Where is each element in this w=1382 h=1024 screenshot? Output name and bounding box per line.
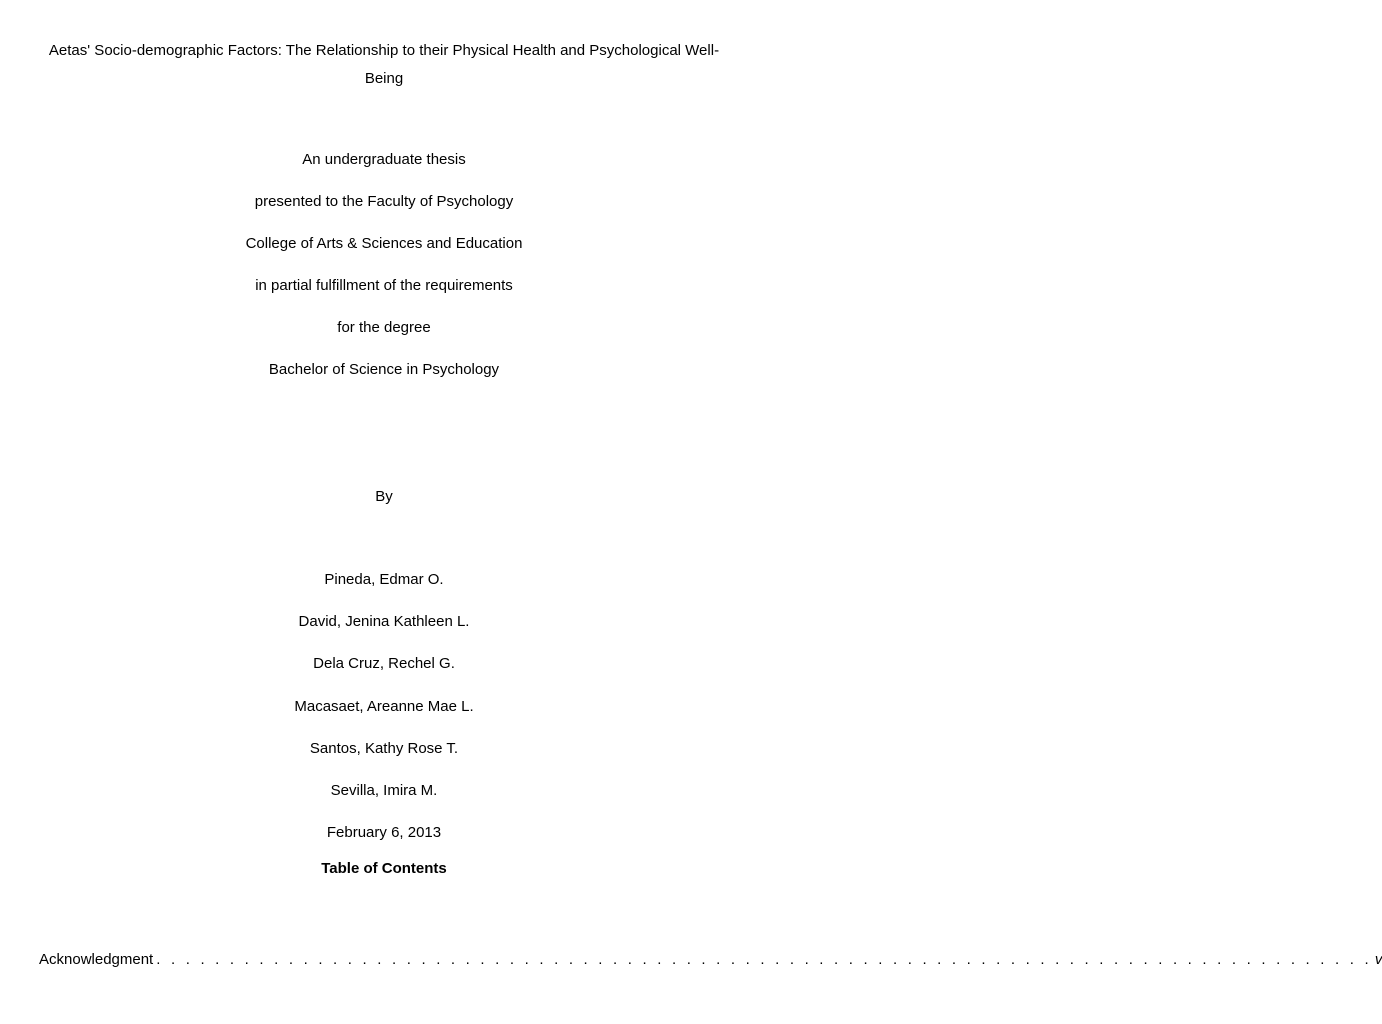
thesis-description-line: presented to the Faculty of Psychology bbox=[254, 193, 514, 210]
author-name: Santos, Kathy Rose T. bbox=[309, 740, 459, 757]
toc-dot-leader: . . . . . . . . . . . . . . . . . . . . . . . . . . . . . . . . . . . . . . . . . . . . . . . . . . . . . . . . . . . . . . . . . . . . . . . . . . . . . . . . . . . bbox=[156, 951, 1372, 968]
by-label: By bbox=[375, 488, 393, 505]
toc-heading: Table of Contents bbox=[321, 860, 447, 877]
author-name: David, Jenina Kathleen L. bbox=[298, 613, 470, 630]
thesis-description-line: for the degree bbox=[337, 319, 431, 336]
author-name: Sevilla, Imira M. bbox=[330, 782, 438, 799]
author-name: Dela Cruz, Rechel G. bbox=[313, 655, 455, 672]
toc-entry-page: v bbox=[1374, 951, 1382, 968]
submission-date: February 6, 2013 bbox=[326, 824, 442, 841]
thesis-description-line: An undergraduate thesis bbox=[302, 151, 466, 168]
author-name: Pineda, Edmar O. bbox=[324, 571, 444, 588]
thesis-description-line: in partial fulfillment of the requirements bbox=[255, 277, 513, 294]
thesis-title: Aetas' Socio-demographic Factors: The Relationship to their Physical Health and Psychological Well-Being bbox=[48, 42, 720, 87]
toc-entry[interactable] bbox=[39, 950, 1382, 970]
author-name: Macasaet, Areanne Mae L. bbox=[294, 698, 474, 715]
thesis-description-line: College of Arts & Sciences and Education bbox=[245, 235, 523, 252]
toc-entry-label: Acknowledgment bbox=[39, 951, 154, 968]
degree-name: Bachelor of Science in Psychology bbox=[268, 361, 500, 378]
